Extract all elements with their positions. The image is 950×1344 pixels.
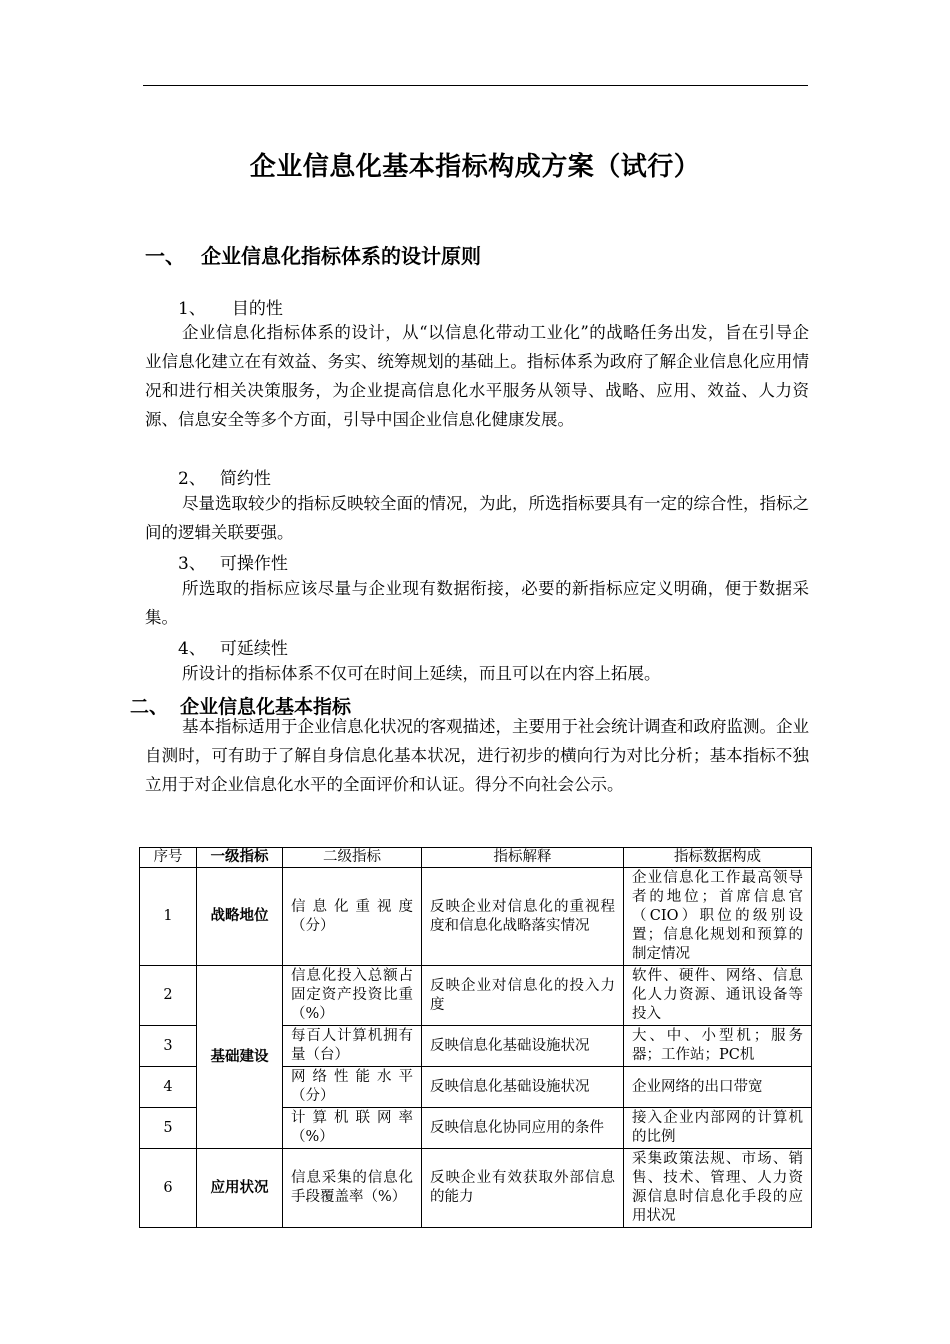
table-header-row (140, 848, 812, 868)
header-rule (143, 85, 808, 86)
table-row: 1 战略地位 信息化重视度（分） 反映企业对信息化的重视程度和信息化战略落实情况 企业信息化工作最高领导者的地位；首席信息官（CIO）职位的级别设置；信息化规划和预算的制定情况 (140, 868, 812, 966)
section2-number: 二、 (130, 696, 169, 718)
document-title: 企业信息化基本指标构成方案（试行） (249, 152, 701, 182)
item1-heading: 1、 目的性 (178, 299, 283, 319)
section1-number: 一、 (145, 244, 185, 268)
item2-paragraph: 尽量选取较少的指标反映较全面的情况，为此，所选指标要具有一定的综合性，指标之间的逻辑关联要强。 (145, 494, 809, 542)
section2-title: 企业信息化基本指标 (180, 696, 352, 718)
table-row: 6 应用状况 信息采集的信息化手段覆盖率（%） 反映企业有效获取外部信息的能力 采集政策法规、市场、销售、技术、管理、人力资源信息时信息化手段的应用状况 (140, 1149, 812, 1228)
header-explanation: 指标解释 (422, 848, 624, 868)
item3-paragraph: 所选取的指标应该尽量与企业现有数据衔接，必要的新指标应定义明确，便于数据采集。 (145, 579, 809, 627)
header-level1: 一级指标 (197, 848, 283, 868)
table-row: 3 每百人计算机拥有量（台） 反映信息化基础设施状况 大、中、小型机；服务器；工作站；PC机 (140, 1026, 812, 1067)
header-composition: 指标数据构成 (624, 848, 812, 868)
section2-paragraph: 基本指标适用于企业信息化状况的客观描述，主要用于社会统计调查和政府监测。企业自测时，可有助于了解自身信息化基本状况，进行初步的横向行为对比分析；基本指标不独立用于对企业信息化水平的全面评价和认证。得分不向社会公示。 (145, 717, 809, 794)
item2-heading: 2、 简约性 (178, 469, 271, 489)
item3-heading: 3、 可操作性 (178, 554, 288, 574)
item4-heading: 4、 可延续性 (178, 639, 288, 659)
item4-paragraph: 所设计的指标体系不仅可在时间上延续，而且可以在内容上拓展。 (182, 664, 661, 683)
section1-title: 企业信息化指标体系的设计原则 (201, 244, 481, 268)
table-row: 5 计算机联网率（%） 反映信息化协同应用的条件 接入企业内部网的计算机的比例 (140, 1108, 812, 1149)
header-seq: 序号 (140, 848, 197, 868)
indicator-table (139, 847, 812, 1228)
section1-heading (145, 240, 481, 269)
header-level2: 二级指标 (283, 848, 422, 868)
table-row: 2 基础建设 信息化投入总额占固定资产投资比重（%） 反映企业对信息化的投入力度 软件、硬件、网络、信息化人力资源、通讯设备等投入 (140, 966, 812, 1026)
item1-paragraph: 企业信息化指标体系的设计，从“以信息化带动工业化”的战略任务出发，旨在引导企业信息化建立在有效益、务实、统筹规划的基础上。指标体系为政府了解企业信息化应用情况和进行相关决策服务，为企业提高信息化水平服务从领导、战略、应用、效益、人力资源、信息安全等多个方面，引导中国企业信息化健康发展。 (145, 323, 809, 429)
table-row: 4 网络性能水平（分） 反映信息化基础设施状况 企业网络的出口带宽 (140, 1067, 812, 1108)
